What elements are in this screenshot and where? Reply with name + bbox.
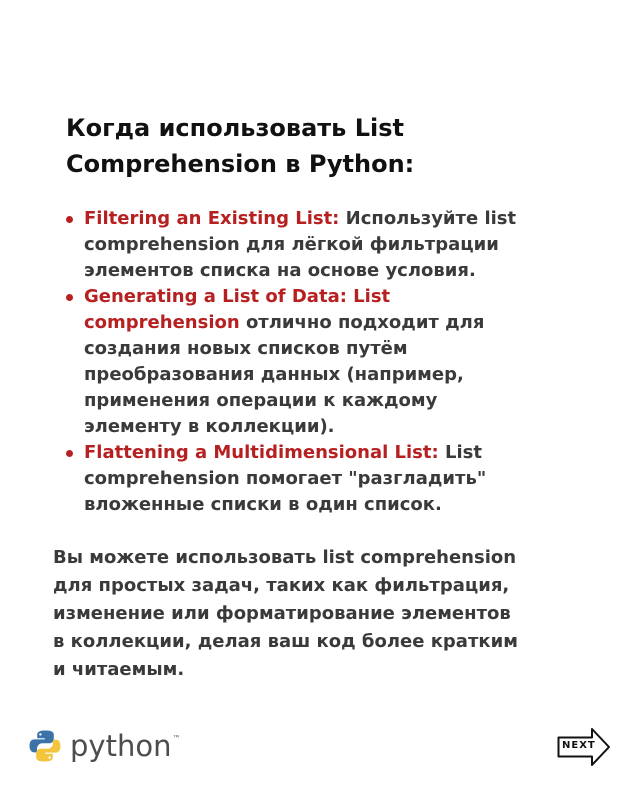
python-wordmark: python [70, 729, 172, 763]
list-item-line [84, 492, 604, 518]
bullet-dot-icon [66, 450, 73, 457]
usage-list [64, 206, 604, 518]
next-button-label: NEXT [562, 740, 596, 751]
list-item-line [84, 206, 604, 232]
list-item-text: Используйте list [339, 208, 517, 229]
list-item-line [84, 414, 604, 440]
list-item-text: List [438, 442, 482, 463]
list-item-flattening [64, 440, 604, 518]
list-item-line [84, 258, 604, 284]
list-item-text: comprehension помогает "разгладить" [84, 468, 487, 489]
summary-line: в коллекции, делая ваш код более кратким [53, 631, 518, 652]
list-item-generating [64, 284, 604, 440]
summary-line: Вы можете использовать list comprehension [53, 547, 517, 568]
list-item-text: вложенные списки в один список. [84, 494, 442, 515]
page-title-line-1: Когда использовать List [66, 114, 404, 142]
summary-line: изменение или форматирование элементов [53, 603, 511, 624]
list-item-highlight: Filtering an Existing List: [84, 208, 340, 229]
page-title-line-2: Comprehension в Python: [66, 150, 415, 178]
python-brand [28, 726, 180, 766]
list-item-filtering [64, 206, 604, 284]
list-item-highlight: Generating a List of Data: List [84, 286, 391, 307]
list-item-highlight: Flattening a Multidimensional List: [84, 442, 439, 463]
page-title [66, 110, 586, 182]
bullet-dot-icon [66, 216, 73, 223]
list-item-line [84, 440, 604, 466]
list-item-line [84, 388, 604, 414]
list-item-text: применения операции к каждому [84, 390, 438, 411]
next-button[interactable] [556, 726, 612, 768]
list-item-text: элементов списка на основе условия. [84, 260, 476, 281]
list-item-line [84, 232, 604, 258]
list-item-text: создания новых списков путём [84, 338, 408, 359]
list-item-line [84, 284, 604, 310]
summary-line: для простых задач, таких как фильтрация, [53, 575, 510, 596]
python-logo-icon [28, 729, 62, 763]
list-item-text: преобразования данных (например, [84, 364, 464, 385]
list-item-highlight: comprehension [84, 312, 240, 333]
list-item-line [84, 310, 604, 336]
list-item-line [84, 466, 604, 492]
list-item-text: comprehension для лёгкой фильтрации [84, 234, 499, 255]
summary-line: и читаемым. [53, 659, 185, 680]
list-item-text: элементу в коллекции). [84, 416, 335, 437]
list-item-line [84, 362, 604, 388]
bullet-dot-icon [66, 294, 73, 301]
summary-paragraph [53, 544, 613, 684]
list-item-line [84, 336, 604, 362]
trademark-mark: ™ [172, 734, 181, 743]
list-item-text: отлично подходит для [239, 312, 485, 333]
